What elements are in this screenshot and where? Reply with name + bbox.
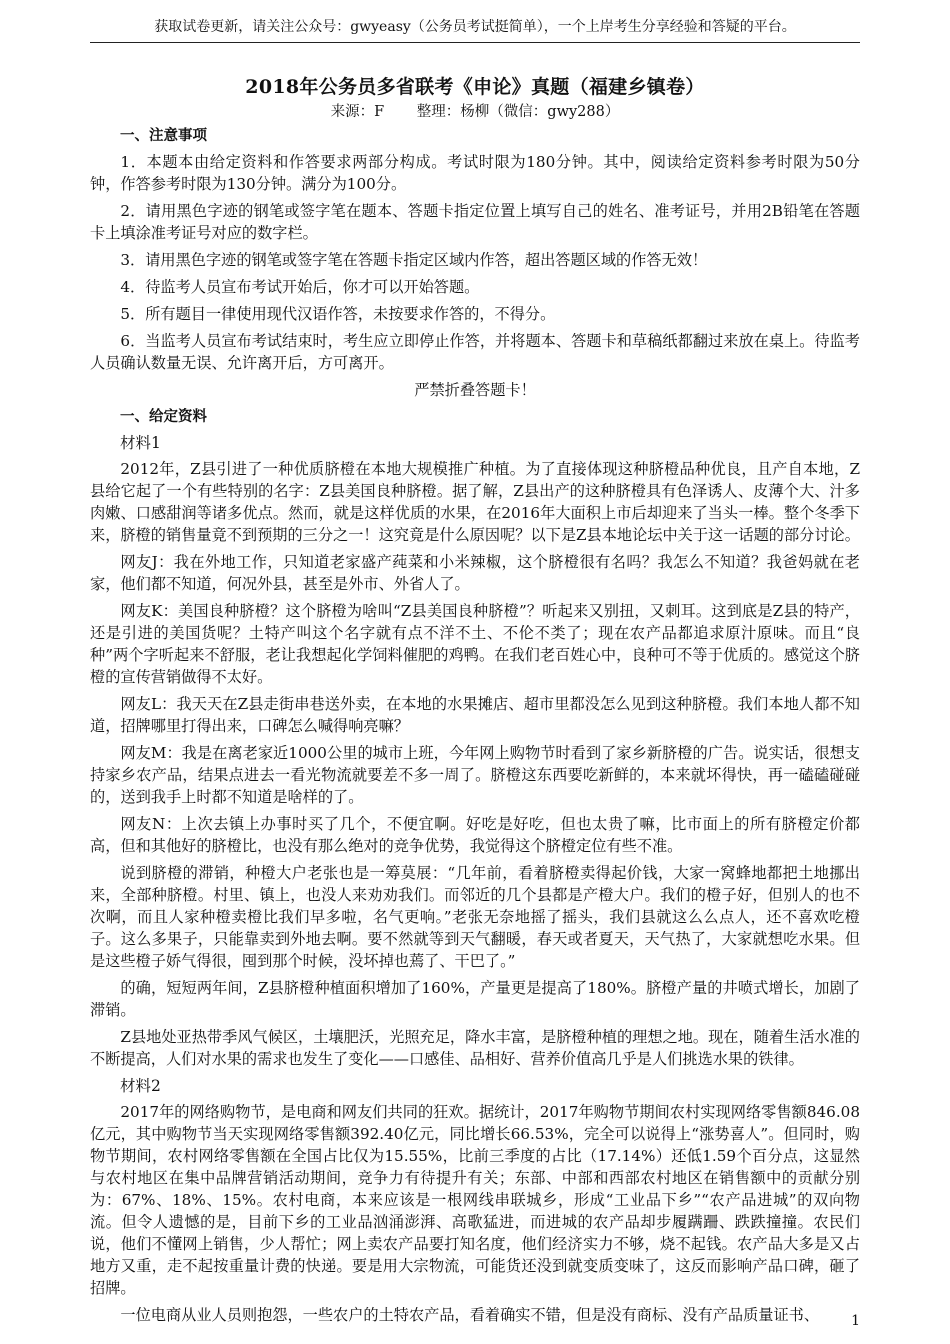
material-paragraph: 网友K：美国良种脐橙？这个脐橙为啥叫“Z县美国良种脐橙”？听起来又别扭，又刺耳。这到底是Z县的特产，还是引进的美国货呢？土特产叫这个名字就有点不洋不土、不伦不类了；现在农产品都追求原汁原味。而且“良种”两个字听起来不舒服，老让我想起化学饲料催肥的鸡鸭。在我们老百姓心中，良种可不等于优质的。感觉这个脐橙的宣传营销做得不太好。 — [90, 602, 860, 686]
compiler-label: 整理：杨柳（微信：gwy288） — [416, 104, 620, 120]
material-paragraph: 2012年，Z县引进了一种优质脐橙在本地大规模推广种植。为了直接体现这种脐橙品种优良，且产自本地，Z县给它起了一个有些特别的名字：Z县美国良种脐橙。据了解，Z县出产的这种脐橙具有色泽诱人、皮薄个大、汁多肉嫩、口感甜润等诸多优点。然而，就是这样优质的水果，在2016年大面积上市后却迎来了当头一棒。整个冬季下来，脐橙的销售量竟不到预期的三分之一！这究竟是什么原因呢？以下是Z县本地论坛中关于这一话题的部分讨论。 — [90, 460, 860, 544]
note-item: 3．请用黑色字迹的钢笔或签字笔在答题卡指定区域内作答，超出答题区域的作答无效！ — [120, 251, 708, 269]
materials-heading: 一、给定资料 — [120, 409, 207, 425]
material-paragraph: 2017年的网络购物节，是电商和网友们共同的狂欢。据统计，2017年购物节期间农村实现网络零售额846.08亿元，其中购物节当天实现网络零售额392.40亿元，同比增长66.53%，完全可以说得上“涨势喜人”。但同时，购物节期间，农村网络零售额在全国占比仅为15.55%，比前三季度的占比（17.14%）还低1.59个百分点，这显然与农村地区在集中品牌营销活动期间，竞争力有待提升有关；东部、中部和西部农村地区在销售额中的贡献分别为：67%、18%、15%。农村电商，本来应该是一根网线串联城乡，形成“工业品下乡”“农产品进城”的双向物流。但令人遗憾的是，目前下乡的工业品汹涌澎湃、高歌猛进，而进城的农产品却步履蹒跚、跌跌撞撞。农民们说，他们不懂网上销售，少人帮忙；网上卖农产品要打知名度，他们经济实力不够，烧不起钱。农产品大多是又占地方又重，走不起按重量计费的快递。要是用大宗物流，可能货还没到就变质变味了，这反而影响产品口碑，砸了招牌。 — [90, 1103, 860, 1297]
notes-heading: 一、注意事项 — [120, 128, 207, 144]
warning-text: 严禁折叠答题卡！ — [414, 381, 536, 399]
note-item: 5．所有题目一律使用现代汉语作答，未按要求作答的，不得分。 — [120, 305, 556, 323]
material-paragraph: 网友J：我在外地工作，只知道老家盛产莼菜和小米辣椒，这个脐橙很有名吗？我怎么不知道？我爸妈就在老家，他们都不知道，何况外县，甚至是外市、外省人了。 — [90, 553, 860, 593]
material-paragraph: 一位电商从业人员则抱怨，一些农户的土特农产品，看着确实不错，但是没有商标、没有产品质量证书、 — [120, 1306, 820, 1324]
note-item: 4．待监考人员宣布考试开始后，你才可以开始答题。 — [120, 278, 480, 296]
document-title: 2018年公务员多省联考《申论》真题（福建乡镇卷） — [245, 76, 705, 98]
material-2-title: 材料2 — [120, 1077, 161, 1095]
note-item: 1．本题本由给定资料和作答要求两部分构成。考试时限为180分钟。其中，阅读给定资料参考时限为50分钟，作答参考时限为130分钟。满分为100分。 — [90, 153, 860, 193]
document-body — [90, 74, 860, 1331]
material-paragraph: 网友M：我是在离老家近1000公里的城市上班，今年网上购物节时看到了家乡新脐橙的广告。说实话，很想支持家乡农产品，结果点进去一看光物流就要差不多一周了。脐橙这东西要吃新鲜的，本来就坏得快，再一磕磕碰碰的，送到我手上时都不知道是啥样的了。 — [90, 744, 860, 806]
material-paragraph: 网友N：上次去镇上办事时买了几个，不便宜啊。好吃是好吃，但也太贵了嘛，比市面上的所有脐橙定价都高，但和其他好的脐橙比，也没有那么绝对的竞争优势，我觉得这个脐橙定位有些不准。 — [90, 815, 860, 855]
material-paragraph: 的确，短短两年间，Z县脐橙种植面积增加了160%，产量更是提高了180%。脐橙产量的井喷式增长，加剧了滞销。 — [90, 979, 860, 1019]
note-item: 6．当监考人员宣布考试结束时，考生应立即停止作答，并将题本、答题卡和草稿纸都翻过来放在桌上。待监考人员确认数量无误、允许离开后，方可离开。 — [90, 332, 860, 372]
material-1-title: 材料1 — [120, 434, 161, 452]
document-source-line — [90, 102, 860, 122]
source-label: 来源：F — [330, 104, 385, 120]
note-item: 2．请用黑色字迹的钢笔或签字笔在题本、答题卡指定位置上填写自己的姓名、准考证号，并用2B铅笔在答题卡上填涂准考证号对应的数字栏。 — [90, 202, 860, 242]
material-paragraph: 说到脐橙的滞销，种橙大户老张也是一筹莫展：“几年前，看着脐橙卖得起价钱，大家一窝蜂地都把土地挪出来，全部种脐橙。村里、镇上，也没人来劝劝我们。而邻近的几个县都是产橙大户。我们的橙子好，但别人的也不次啊，而且人家种橙卖橙比我们早多啦，名气更响。”老张无奈地摇了摇头，我们县就这么么点人，还不喜欢吃橙子。这么多果子，只能靠卖到外地去啊。要不然就等到天气翻暖，春天或者夏天，天气热了，大家就想吃水果。但是这些橙子娇气得很，囤到那个时候，没坏掉也蔫了、干巴了。” — [90, 864, 860, 970]
material-paragraph: Z县地处亚热带季风气候区，土壤肥沃，光照充足，降水丰富，是脐橙种植的理想之地。现在，随着生活水准的不断提高，人们对水果的需求也发生了变化——口感佳、品相好、营养价值高几乎是人们挑选水果的铁律。 — [90, 1028, 860, 1068]
page-number: 1 — [851, 1313, 860, 1329]
page-header-notice: 获取试卷更新，请关注公众号：gwyeasy（公务员考试挺简单），一个上岸考生分享经验和答疑的平台。 — [154, 19, 796, 35]
material-paragraph: 网友L：我天天在Z县走街串巷送外卖，在本地的水果摊店、超市里都没怎么见到这种脐橙。我们本地人都不知道，招牌哪里打得出来，口碑怎么喊得响亮嘛？ — [90, 695, 860, 735]
header-divider — [90, 42, 860, 43]
